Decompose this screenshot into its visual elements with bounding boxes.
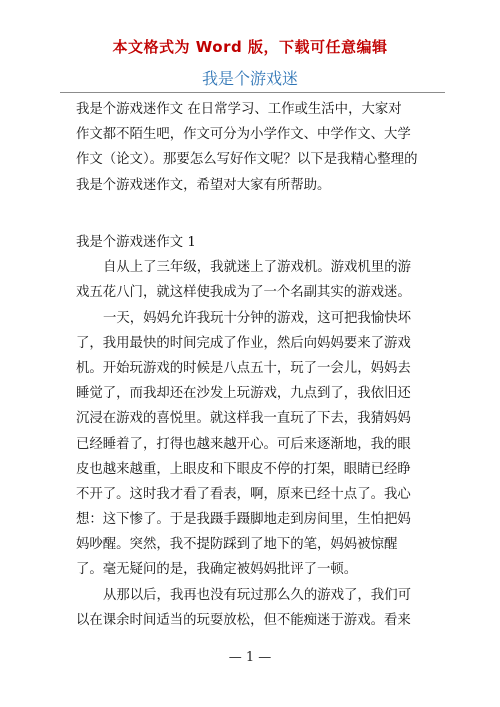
paragraph-line: 想：这下惨了。于是我蹑手蹑脚地走到房间里，生怕把妈 — [76, 512, 411, 528]
essay-paragraph-3 — [76, 583, 428, 633]
paragraph-line: 自从上了三年级，我就迷上了游戏机。游戏机里的游 — [103, 260, 411, 276]
paragraph-line: 不开了。这时我才看了看表，啊，原来已经十点了。我心 — [76, 486, 411, 502]
intro-paragraph — [76, 97, 428, 198]
paragraph-line: 沉浸在游戏的喜悦里。就这样我一直玩了下去，我猜妈妈 — [76, 411, 411, 427]
paragraph-line: 睡觉了，而我却还在沙发上玩游戏，九点到了，我依旧还 — [76, 386, 411, 402]
document-title: 我是个游戏迷 — [201, 69, 298, 88]
essay-1 — [76, 230, 428, 633]
paragraph-line: 从那以后，我再也没有玩过那么久的游戏了，我们可 — [103, 587, 411, 603]
paragraph-line: 一天，妈妈允许我玩十分钟的游戏，这可把我愉快坏 — [103, 310, 411, 326]
paragraph-line: 妈吵醒。突然，我不提防踩到了地下的笔，妈妈被惊醒 — [76, 537, 398, 553]
essay-paragraph-2 — [76, 306, 428, 583]
download-banner: 本文格式为 Word 版，下载可任意编辑 — [112, 38, 388, 56]
paragraph-line: 以在课余时间适当的玩耍放松，但不能痴迷于游戏。看来 — [76, 612, 411, 628]
essay-paragraph-1 — [76, 255, 428, 305]
paragraph-line: 机。开始玩游戏的时候是八点五十，玩了一会儿，妈妈去 — [76, 360, 411, 376]
essay-heading: 我是个游戏迷作文 1 — [76, 235, 196, 250]
intro-line: 我是个游戏迷作文 在日常学习、工作或生活中，大家对 — [76, 102, 402, 117]
intro-line: 我是个游戏迷作文，希望对大家有所帮助。 — [76, 177, 331, 193]
page-number: — 1 — — [228, 650, 272, 665]
paragraph-line: 了。毫无疑问的是，我确定被妈妈批评了一顿。 — [76, 562, 358, 578]
paragraph-line: 皮也越来越重，上眼皮和下眼皮不停的打架，眼睛已经睁 — [76, 461, 411, 477]
paragraph-line: 戏五花八门，就这样使我成为了一个名副其实的游戏迷。 — [76, 285, 411, 301]
paragraph-line: 已经睡着了，打得也越来越开心。可后来逐渐地，我的眼 — [76, 436, 411, 452]
intro-line: 作文都不陌生吧，作文可分为小学作文、中学作文、大学 — [76, 127, 411, 143]
intro-line: 作文（论文）。那要怎么写好作文呢？以下是我精心整理的 — [76, 152, 418, 168]
title-divider — [60, 92, 445, 93]
paragraph-line: 了，我用最快的时间完成了作业，然后向妈妈要来了游戏 — [76, 335, 411, 351]
